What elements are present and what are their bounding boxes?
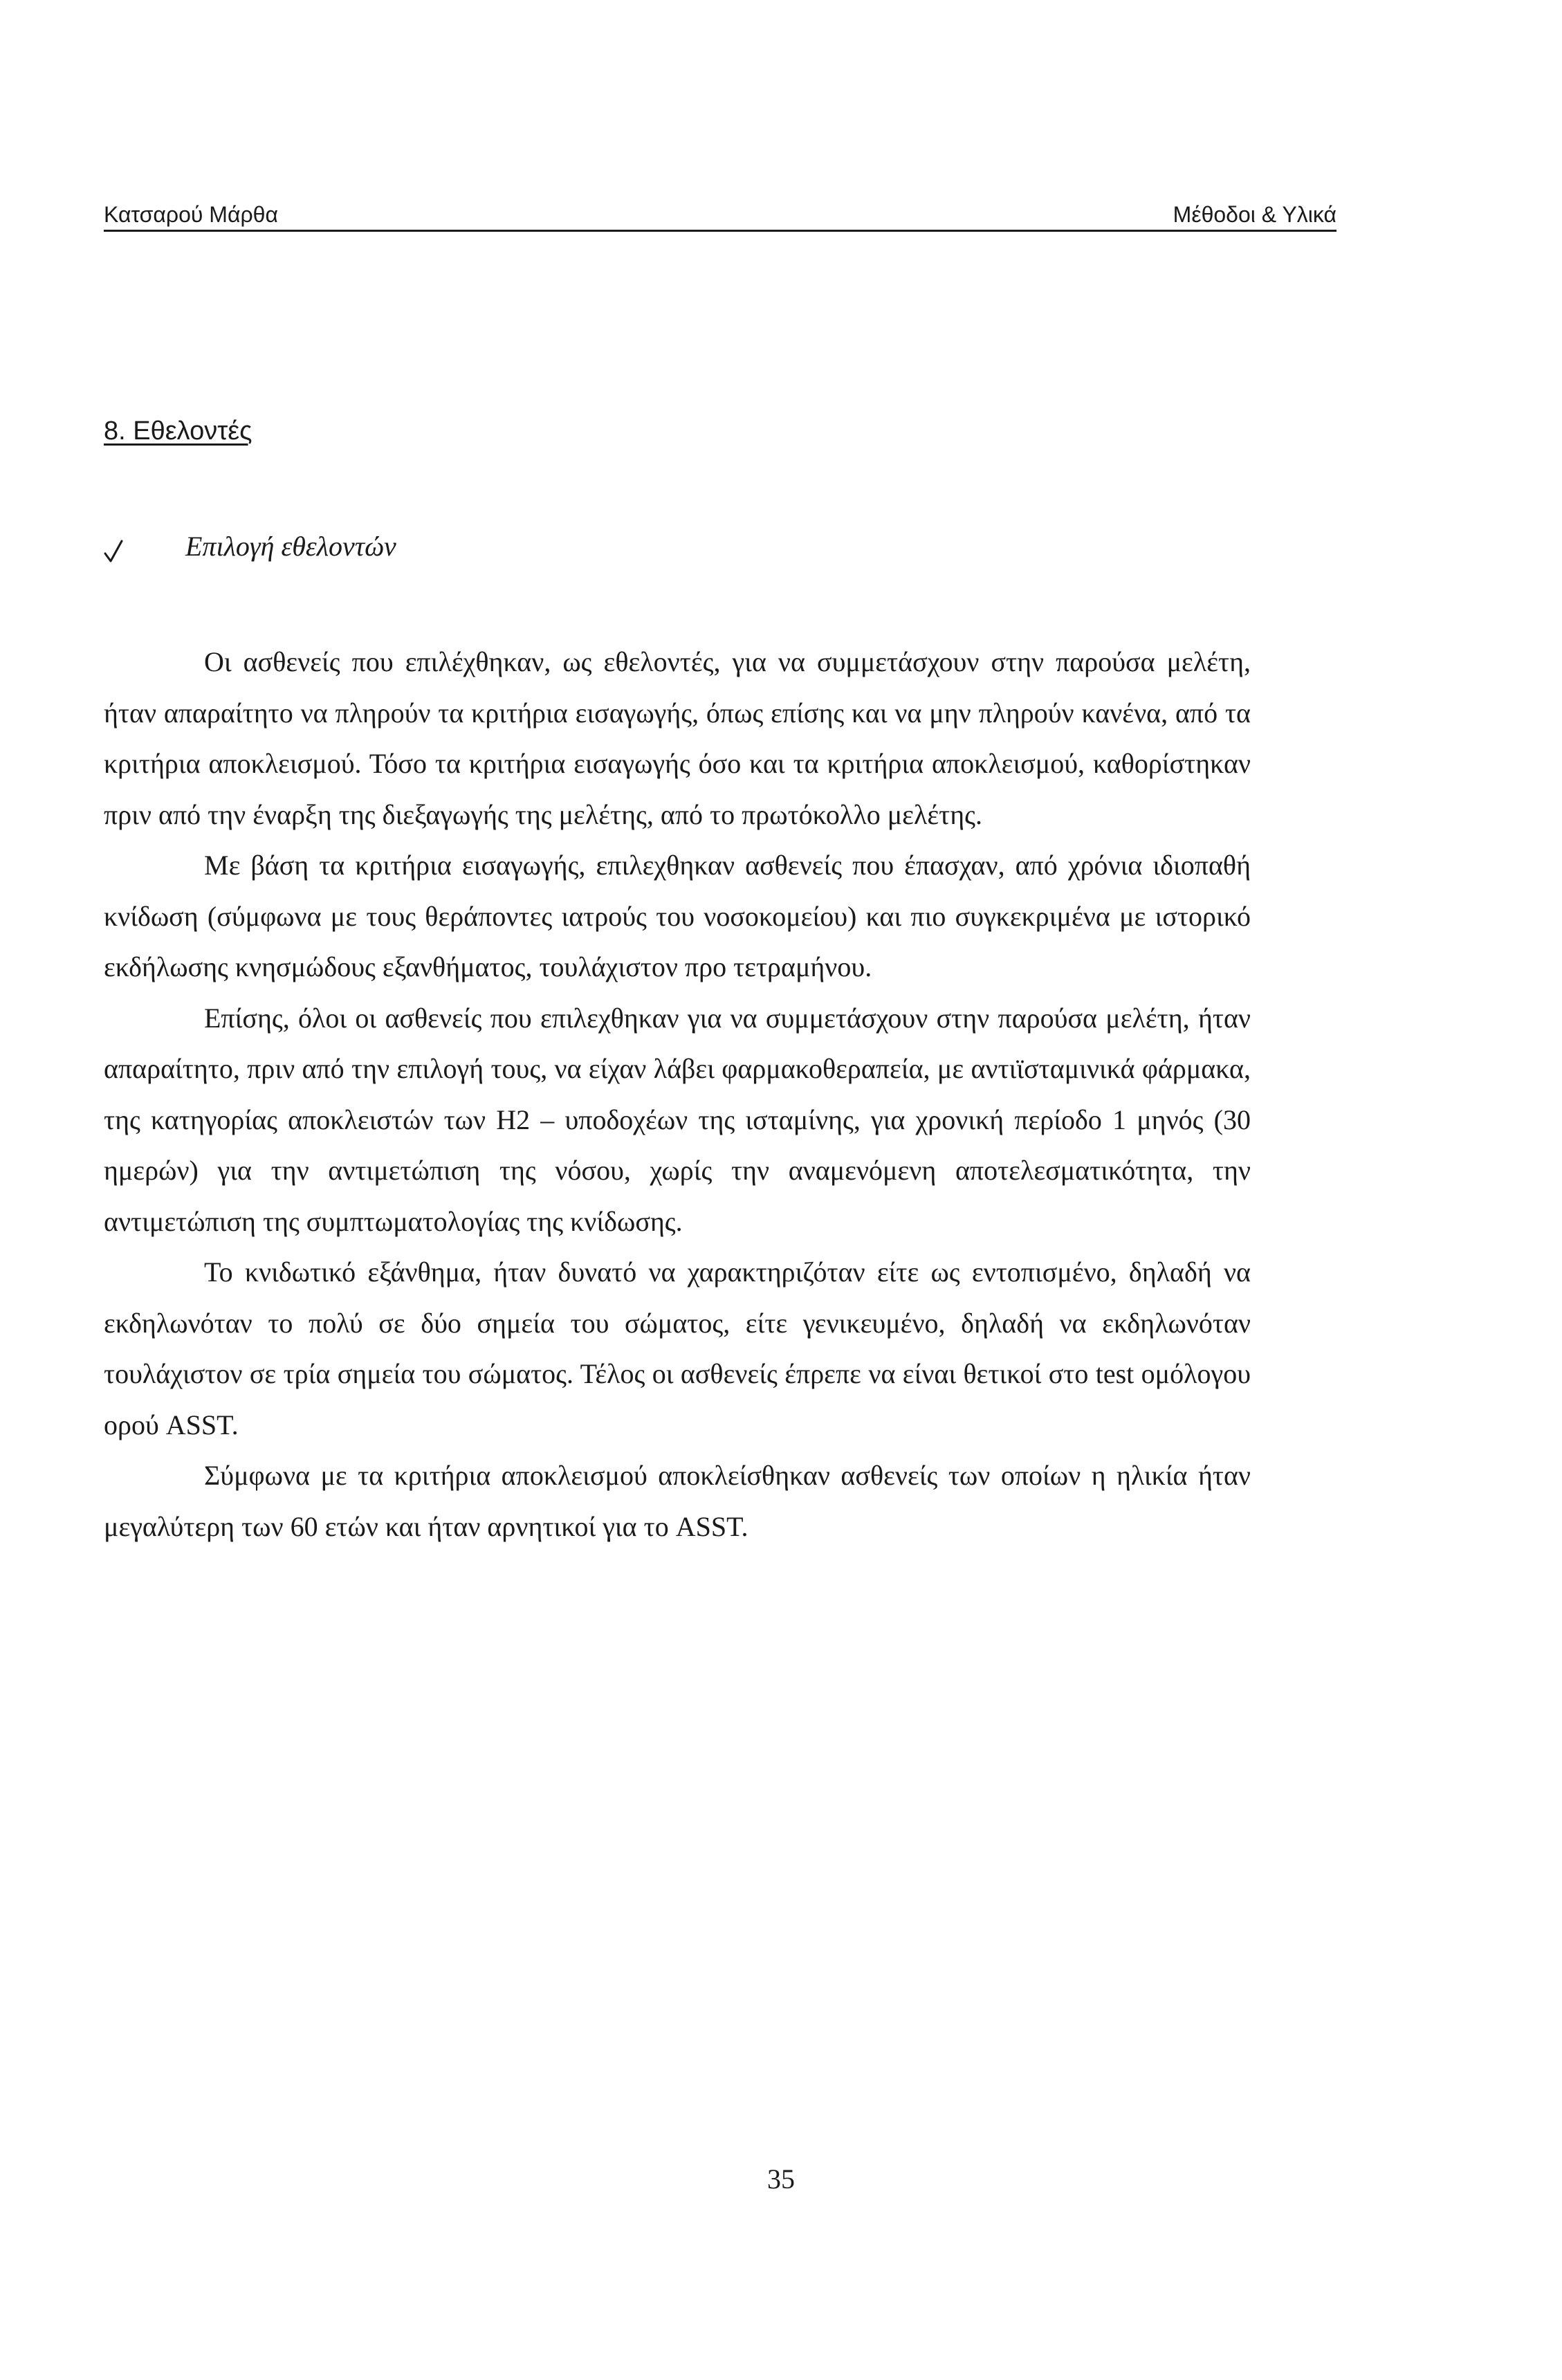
header-author: Κατσαρού Μάρθα <box>104 202 278 227</box>
section-heading: 8. Εθελοντές <box>104 416 252 446</box>
checkmark-icon <box>104 535 123 558</box>
paragraph: Επίσης, όλοι οι ασθενείς που επιλεχθηκαν για να συμμετάσχουν στην παρούσα μελέτη, ήταν απαραίτητο, πριν από την επιλογή τους, να είχαν λάβει φαρμακοθεραπεία, με αντιϊσταμινικά φάρμακα, της κατηγορίας αποκλειστών των H2 – υποδοχέων της ισταμίνης, για χρονική περίοδο 1 μηνός (30 ημερών) για την αντιμετώπιση της νόσου, χωρίς την αναμενόμενη αποτελεσματικότητα, την αντιμετώπιση της συμπτωματολογίας της κνίδωσης. <box>104 1002 1251 1237</box>
body-text <box>104 637 1251 1552</box>
subsection-heading <box>104 527 396 566</box>
subsection-title: Επιλογή εθελοντών <box>185 531 396 562</box>
paragraph: Το κνιδωτικό εξάνθημα, ήταν δυνατό να χαρακτηριζόταν είτε ως εντοπισμένο, δηλαδή να εκδηλωνόταν το πολύ σε δύο σημεία του σώματος, είτε γενικευμένο, δηλαδή να εκδηλωνόταν τουλάχιστον σε τρία σημεία του σώματος. Τέλος οι ασθενείς έπρεπε να είναι θετικοί στο test ομόλογου ορού ASST. <box>104 1256 1251 1440</box>
paragraph: Οι ασθενείς που επιλέχθηκαν, ως εθελοντές, για να συμμετάσχουν στην παρούσα μελέτη, ήταν απαραίτητο να πληρούν τα κριτήρια εισαγωγής, όπως επίσης και να μην πληρούν κανένα, από τα κριτήρια αποκλεισμού. Τόσο τα κριτήρια εισαγωγής όσο και τα κριτήρια αποκλεισμού, καθορίστηκαν πριν από την έναρξη της διεξαγωγής της μελέτης, από το πρωτόκολλο μελέτης. <box>104 646 1251 830</box>
header-chapter: Μέθοδοι & Υλικά <box>1173 202 1336 227</box>
running-header <box>104 199 1336 232</box>
paragraph: Σύμφωνα με τα κριτήρια αποκλεισμού αποκλείσθηκαν ασθενείς των οποίων η ηλικία ήταν μεγαλύτερη των 60 ετών και ήταν αρνητικοί για το ASST. <box>104 1460 1251 1542</box>
page-number: 35 <box>767 2163 795 2195</box>
paragraph: Με βάση τα κριτήρια εισαγωγής, επιλεχθηκαν ασθενείς που έπασχαν, από χρόνια ιδιοπαθή κνίδωση (σύμφωνα με τους θεράποντες ιατρούς του νοσοκομείου) και πιο συγκεκριμένα με ιστορικό εκδήλωσης κνησμώδους εξανθήματος, τουλάχιστον προ τετραμήνου. <box>104 850 1251 982</box>
